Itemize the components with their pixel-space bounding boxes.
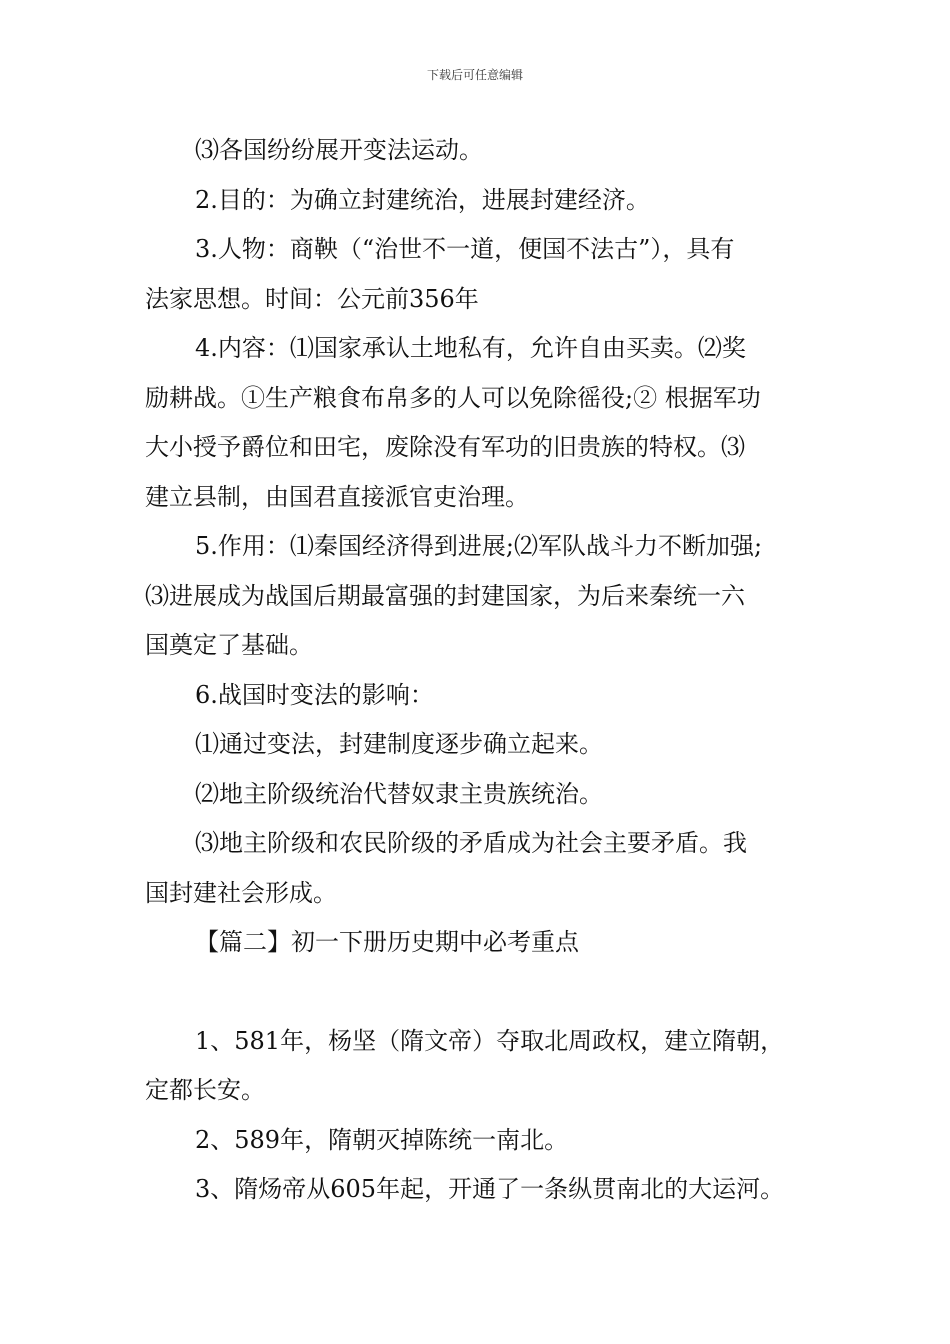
text-line: 大小授予爵位和田宅，废除没有军功的旧贵族的特权。⑶ [145,433,745,461]
text-line: 定都长安。 [145,1076,265,1104]
text-line: 5.作用：⑴秦国经济得到进展;⑵军队战斗力不断加强; [195,532,763,560]
text-line: ⑶地主阶级和农民阶级的矛盾成为社会主要矛盾。我 [195,829,747,857]
document-body [145,126,817,1215]
text-line: 3.人物：商鞅（“治世不一道，便国不法古”），具有 [195,235,735,263]
text-line: 建立县制，由国君直接派官吏治理。 [145,482,529,511]
blank-gap [145,968,817,1017]
text-line: 4.内容：⑴国家承认土地私有，允许自由买卖。⑵奖 [195,334,746,362]
text-line: 2.目的：为确立封建统治，进展封建经济。 [195,185,650,214]
text-line: ⑴通过变法，封建制度逐步确立起来。 [195,730,603,758]
text-line: 励耕战。①生产粮食布帛多的人可以免除徭役;② 根据军功 [145,383,761,412]
text-line: 法家思想。时间：公元前356年 [145,284,479,313]
text-line: 国封建社会形成。 [145,878,337,907]
page-header: 下载后可任意编辑 [426,68,523,82]
text-line: 1、581年，杨坚（隋文帝）夺取北周政权，建立隋朝， [195,1026,785,1055]
text-line: 国奠定了基础。 [145,631,313,659]
section-heading: 【篇二】初一下册历史期中必考重点 [195,928,579,956]
text-line: 2、589年，隋朝灭掉陈统一南北。 [195,1125,569,1154]
text-line: ⑶各国纷纷展开变法运动。 [195,136,483,164]
text-line: ⑶进展成为战国后期最富强的封建国家，为后来秦统一六 [145,581,745,610]
text-line: 6.战国时变法的影响： [195,680,434,709]
text-line: ⑵地主阶级统治代替奴隶主贵族统治。 [195,779,603,808]
text-line: 3、隋炀帝从605年起，开通了一条纵贯南北的大运河。 [195,1175,785,1203]
